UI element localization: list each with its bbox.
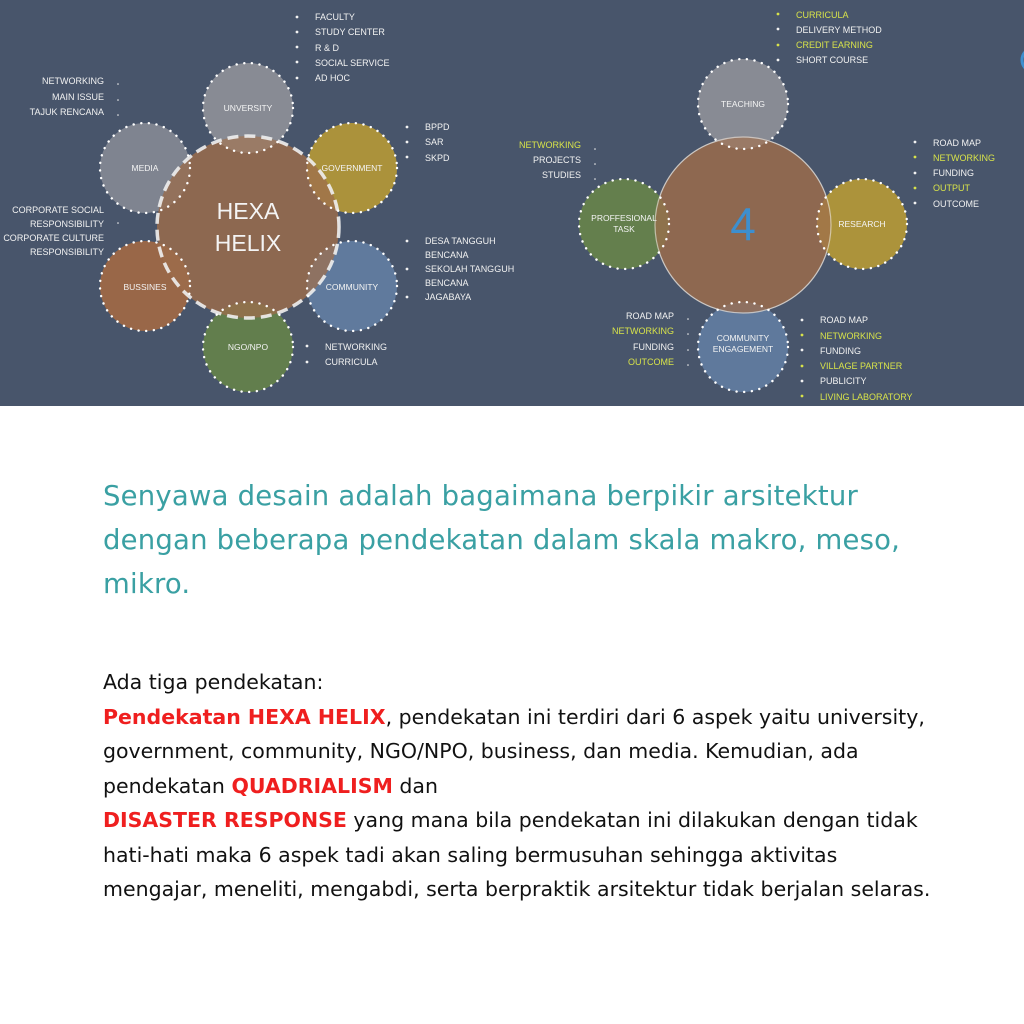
list-item: CORPORATE CULTURE RESPONSIBILITY [3, 233, 104, 257]
list-item: PROJECTS [532, 155, 581, 165]
list-item: VILLAGE PARTNER [820, 361, 903, 371]
quad-node-label-research: RESEARCH [838, 219, 886, 229]
list-item: SHORT COURSE [796, 55, 869, 65]
list-item: NETWORKING [612, 326, 674, 336]
list-item: LIVING LABORATORY [820, 392, 913, 402]
term-hexa-helix: Pendekatan HEXA HELIX [103, 704, 386, 729]
quad-node-label-ce-1: COMMUNITY [716, 333, 770, 343]
list-item: FUNDING [820, 346, 861, 356]
hexa-node-label-government: GOVERNMENT [321, 163, 383, 173]
hexa-node-label-business: BUSSINES [123, 282, 167, 292]
list-item: CORPORATE SOCIAL RESPONSIBILITY [12, 205, 104, 229]
community-items [406, 236, 515, 302]
diagram-panel [0, 0, 1024, 406]
list-item: DESA TANGGUH BENCANA [425, 236, 496, 260]
hexa-title-line2: HELIX [214, 230, 282, 256]
list-item: ROAD MAP [933, 138, 982, 148]
list-item: TAJUK RENCANA [29, 107, 104, 117]
body-text-2: dan [392, 773, 438, 798]
list-item: NETWORKING [519, 140, 581, 150]
list-item: OUTPUT [933, 183, 970, 193]
list-item: JAGABAYA [425, 292, 472, 302]
quadrialism-diagram [519, 10, 995, 402]
quad-center-number: 4 [730, 198, 756, 250]
list-item: FUNDING [933, 168, 974, 178]
headline: Senyawa desain adalah bagaimana berpikir arsitektur dengan beberapa pendekatan dalam skala makro, meso, mikro. [103, 480, 901, 600]
list-item: STUDIES [541, 170, 581, 180]
body-paragraph [103, 665, 943, 907]
list-item: NETWORKING [42, 76, 104, 86]
media-items [30, 76, 119, 117]
list-item: CURRICULA [325, 357, 378, 367]
body-text-3: yang mana bila pendekatan ini dilakukan dengan tidak hati-hati maka 6 aspek tadi akan saling bermusuhan sehingga aktivitas mengajar, meneliti, mengabdi, serta berpraktik arsitektur tidak berjalan selaras. [103, 808, 931, 901]
list-item: OUTCOME [628, 357, 674, 367]
list-item-continuation: BENCANA [425, 250, 469, 260]
list-item: FUNDING [633, 342, 674, 352]
body-text [103, 700, 943, 907]
hexa-node-label-media: MEDIA [131, 163, 159, 173]
list-item-continuation: RESPONSIBILITY [29, 247, 104, 257]
list-item: BPPD [425, 122, 450, 132]
ngo-items [306, 342, 387, 367]
research-items [914, 138, 995, 209]
diagrams-svg [0, 0, 1024, 406]
list-item: SKPD [425, 153, 450, 163]
list-item: STUDY CENTER [315, 27, 385, 37]
ce-right-items [801, 315, 913, 402]
quad-node-label-teaching: TEACHING [721, 99, 765, 109]
list-item: NETWORKING [933, 153, 995, 163]
teaching-items [777, 10, 883, 65]
list-item: SOCIAL SERVICE [315, 58, 390, 68]
professional-items [519, 140, 596, 180]
list-item: OUTCOME [933, 199, 979, 209]
hexa-helix-diagram [3, 12, 514, 392]
list-item: SAR [425, 137, 444, 147]
ce-left-items [612, 311, 689, 367]
hexa-node-label-ngo: NGO/NPO [227, 342, 269, 352]
hexa-node-label-university: UNVERSITY [223, 103, 273, 113]
quad-node-label-pt-1: PROFFESIONAL [591, 213, 657, 223]
list-item-continuation: BENCANA [425, 278, 469, 288]
quad-node-label-ce-2: ENGAGEMENT [712, 344, 774, 354]
list-item: AD HOC [315, 73, 351, 83]
term-quadrialism: QUADRIALISM [231, 773, 393, 798]
list-item: ROAD MAP [625, 311, 674, 321]
body-text-1: , pendekatan ini terdiri dari 6 aspek yaitu university, government, community, NGO/NPO, business, dan media. Kemudian, ada pendekatan [103, 704, 925, 798]
list-item: CREDIT EARNING [796, 40, 873, 50]
list-item: FACULTY [315, 12, 355, 22]
quad-node-label-pt-2: TASK [613, 224, 635, 234]
hexa-title-line1: HEXA [216, 198, 280, 224]
business-items [3, 205, 118, 257]
list-item-continuation: RESPONSIBILITY [29, 219, 104, 229]
hexa-node-label-community: COMMUNITY [325, 282, 379, 292]
body-intro: Ada tiga pendekatan: [103, 670, 324, 694]
list-item: ROAD MAP [820, 315, 869, 325]
list-item: MAIN ISSUE [51, 92, 104, 102]
list-item: NETWORKING [820, 331, 882, 341]
university-items [296, 12, 390, 83]
list-item: PUBLICITY [820, 376, 867, 386]
list-item: R & D [315, 43, 340, 53]
government-items [406, 122, 450, 163]
list-item: CURRICULA [796, 10, 849, 20]
list-item: DELIVERY METHOD [796, 25, 882, 35]
term-disaster-response: DISASTER RESPONSE [103, 808, 347, 832]
list-item: SEKOLAH TANGGUH BENCANA [425, 264, 515, 288]
list-item: NETWORKING [325, 342, 387, 352]
